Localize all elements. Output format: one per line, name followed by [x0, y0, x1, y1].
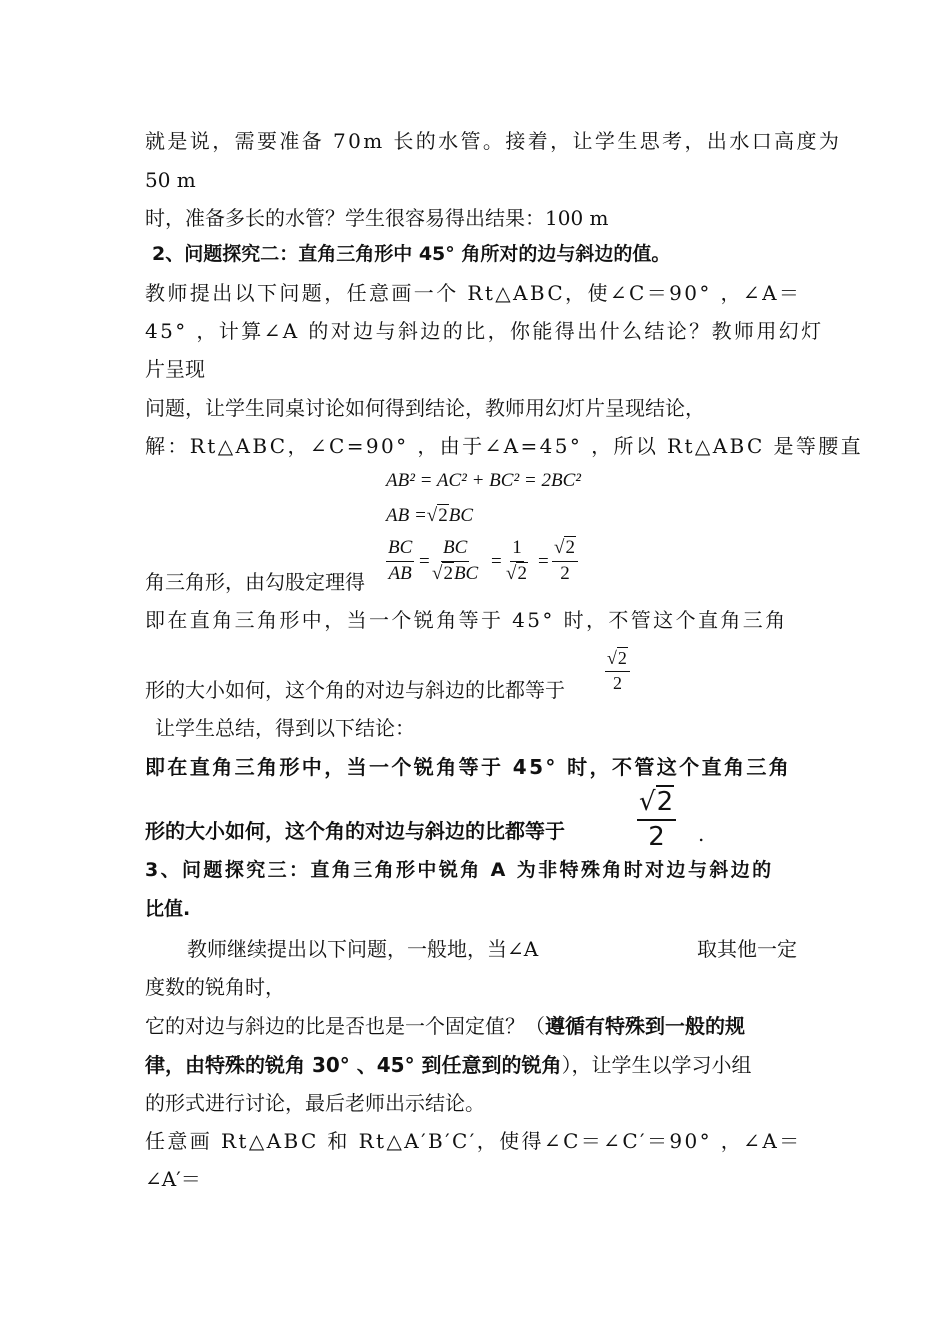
- text-line: 让学生总结，得到以下结论：: [155, 716, 415, 740]
- text-line: 解：Rt△ABC，∠C=90° ，由于∠A=45° ，所以 Rt△ABC 是等腰直: [145, 434, 864, 458]
- text-line: 角三角形，由勾股定理得: [145, 570, 365, 594]
- text-line: 任意画 Rt△ABC 和 Rt△A′B′C′，使得∠C＝∠C′＝90° ，∠A＝: [145, 1129, 802, 1153]
- text-line: 就是说，需要准备 70m 长的水管。接着，让学生思考，出水口高度为: [145, 129, 842, 153]
- eq2-rhs: BC: [448, 505, 474, 526]
- eq2-root: 2: [438, 505, 448, 526]
- conclusion-line: 即在直角三角形中，当一个锐角等于 45° 时，不管这个直角三角: [145, 755, 792, 779]
- text-line: 取其他一定: [697, 937, 797, 961]
- text-line: 的形式进行讨论，最后老师出示结论。: [145, 1091, 485, 1115]
- text-line: 度数的锐角时，: [145, 975, 285, 999]
- text-line: 45° ，计算∠A 的对边与斜边的比，你能得出什么结论？教师用幻灯: [145, 319, 824, 343]
- fraction-root2-2: $\frac{√2}{2}$: [552, 538, 578, 585]
- fraction-root2-over-2: $\frac{√2}{2}$: [605, 649, 630, 694]
- text-line: 即在直角三角形中，当一个锐角等于 45° 时，不管这个直角三角: [145, 608, 788, 632]
- equals-sign: =: [419, 551, 430, 572]
- conclusion-line: 形的大小如何，这个角的对边与斜边的比都等于: [145, 819, 565, 843]
- text-line: ∠A′＝: [145, 1167, 201, 1191]
- equation-ratio: [386, 538, 586, 588]
- text-line: 律，由特殊的锐角 30° 、45° 到任意到的锐角），让学生以学习小组: [145, 1053, 752, 1077]
- section-heading: 3、问题探究三：直角三角形中锐角 A 为非特殊角时对边与斜边的: [145, 859, 774, 881]
- section-heading: 比值.: [145, 898, 191, 920]
- text-line: 教师继续提出以下问题，一般地，当∠A: [187, 937, 539, 961]
- text-line: 问题，让学生同桌讨论如何得到结论，教师用幻灯片呈现结论，: [145, 396, 705, 420]
- text-line: 形的大小如何，这个角的对边与斜边的比都等于: [145, 678, 565, 702]
- section-heading: 2、问题探究二：直角三角形中 45° 角所对的边与斜边的值。: [152, 243, 671, 265]
- eq2-lhs: AB =: [386, 505, 427, 526]
- text-line: 它的对边与斜边的比是否也是一个固定值？（遵循有特殊到一般的规: [145, 1014, 745, 1038]
- text-line: 教师提出以下问题，任意画一个 Rt△ABC，使∠C＝90° ，∠A＝: [145, 281, 802, 305]
- fraction-bc-root2bc: $\frac{BC}{√2BC}$: [432, 537, 479, 584]
- period: .: [698, 822, 705, 846]
- equals-sign: =: [538, 551, 549, 572]
- equation-pythagoras: AB² = AC² + BC² = 2BC²: [386, 470, 581, 491]
- fraction-1-root2: $\frac{1}{√2}$: [506, 537, 527, 584]
- fraction-root2-over-2-bold: $\frac{√2}{2}$: [637, 788, 676, 851]
- text-line: 50 m: [145, 168, 196, 192]
- equation-ab: AB =√2BC: [386, 505, 474, 526]
- equals-sign: =: [491, 551, 502, 572]
- text-line: 时，准备多长的水管？学生很容易得出结果：100 m: [145, 206, 609, 230]
- fraction-bc-ab: $\frac{BC}{AB}$: [388, 537, 413, 584]
- text-line: 片呈现: [145, 357, 205, 381]
